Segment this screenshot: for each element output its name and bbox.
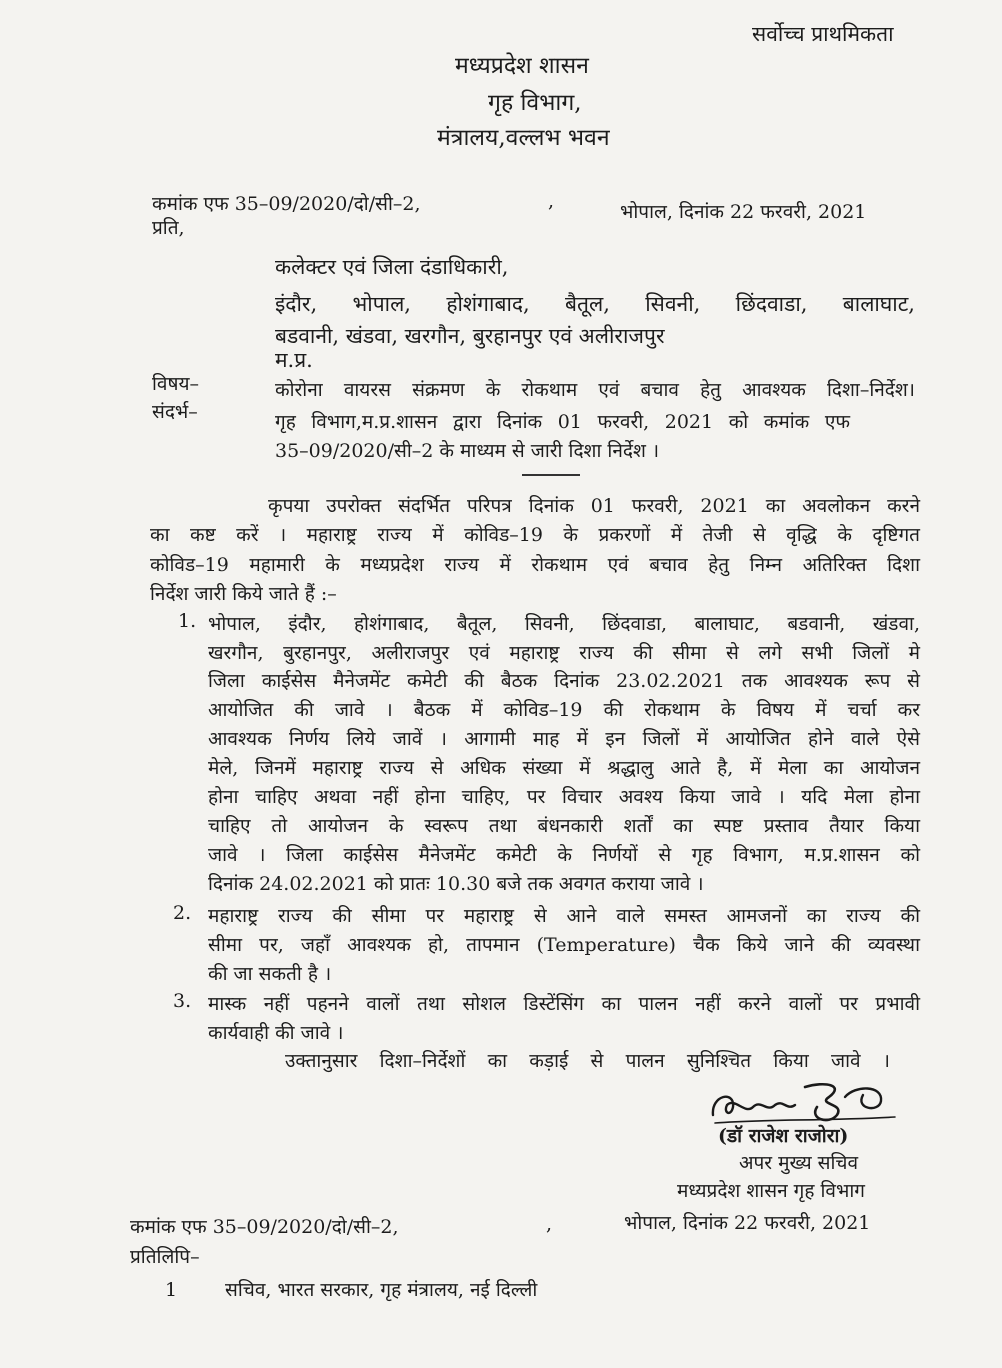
header-department: गृह विभाग, xyxy=(488,90,582,116)
closing-line: उक्तानुसार दिशा–निर्देशों का कड़ाई से पालन सुनिश्चित किया जावे । xyxy=(285,1050,890,1072)
point-1-line: जावे । जिला काईसेस मैनेजमेंट कमेटी के निर्णयों से गृह विभाग, म.प्र.शासन को xyxy=(208,844,920,866)
ref-number: कमांक एफ 35–09/2020/दो/सी–2, xyxy=(152,193,421,215)
point-2-number: 2. xyxy=(173,902,192,924)
point-3-number: 3. xyxy=(173,990,192,1012)
header-ministry: मंत्रालय,वल्लभ भवन xyxy=(437,125,610,151)
point-1-line: भोपाल, इंदौर, होशंगाबाद, बैतूल, सिवनी, छिंदवाडा, बालाघाट, बडवानी, खंडवा, xyxy=(208,613,920,635)
point-3-line: कार्यवाही की जावे । xyxy=(208,1022,344,1044)
intro-line3: कोविड–19 महामारी के मध्यप्रदेश राज्य में रोकथाम एवं बचाव हेतु निम्न अतिरिक्त दिशा xyxy=(150,554,920,576)
copy-label: प्रतिलिपि– xyxy=(130,1246,200,1268)
point-1-line: खरगौन, बुरहानपुर, अलीराजपुर एवं महाराष्ट्र राज्य की सीमा से लगे सभी जिलों मे xyxy=(208,642,920,664)
reference-label: संदर्भ– xyxy=(152,401,198,423)
intro-line2: का कष्ट करें । महाराष्ट्र राज्य में कोविड–19 के प्रकरणों में तेजी से वृद्धि के दृष्टिगत xyxy=(150,524,920,546)
to-label: प्रति, xyxy=(152,217,185,239)
subject-label: विषय– xyxy=(152,373,199,395)
reference-line2: 35–09/2020/सी–2 के माध्यम से जारी दिशा निर्देश । xyxy=(275,440,660,462)
footer-ref-number: कमांक एफ 35–09/2020/दो/सी–2, xyxy=(130,1216,399,1238)
copy-1-number: 1 xyxy=(165,1279,178,1301)
reference-line1: गृह विभाग,म.प्र.शासन द्वारा दिनांक 01 फरवरी, 2021 को कमांक एफ xyxy=(275,411,850,433)
signatory-designation: अपर मुख्य सचिव xyxy=(739,1152,859,1174)
point-2-line: सीमा पर, जहाँ आवश्यक हो, तापमान (Temperature) चैक किये जाने की व्यवस्था xyxy=(208,934,920,956)
footer-ref-comma: , xyxy=(546,1213,553,1235)
addressee-line2: इंदौर, भोपाल, होशंगाबाद, बैतूल, सिवनी, छिंदवाडा, बालाघाट, xyxy=(275,292,915,316)
point-2-line: महाराष्ट्र राज्य की सीमा पर महाराष्ट्र से आने वाले समस्त आमजनों का राज्य की xyxy=(208,905,920,927)
priority-label: सर्वोच्च प्राथमिकता xyxy=(752,22,894,46)
ref-comma: , xyxy=(548,190,555,212)
intro-line4: निर्देश जारी किये जाते हैं :– xyxy=(150,583,337,605)
divider-rule xyxy=(522,474,580,476)
addressee-line1: कलेक्टर एवं जिला दंडाधिकारी, xyxy=(275,255,509,279)
header-government: मध्यप्रदेश शासन xyxy=(455,53,589,79)
intro-line1: कृपया उपरोक्त संदर्भित परिपत्र दिनांक 01 फरवरी, 2021 का अवलोकन करने xyxy=(268,495,920,517)
point-1-line: मेले, जिनमें महाराष्ट्र राज्य से अधिक संख्या में श्रद्धालु आते है, में मेला का आयोजन xyxy=(208,757,920,779)
point-1-line: होना चाहिए अथवा नहीं होना चाहिए, पर विचार अवश्य किया जावे । यदि मेला होना xyxy=(208,786,920,808)
point-1-line: दिनांक 24.02.2021 को प्रातः 10.30 बजे तक अवगत कराया जावे । xyxy=(208,873,704,895)
footer-place-date: भोपाल, दिनांक 22 फरवरी, 2021 xyxy=(624,1212,871,1234)
ref-place-date: भोपाल, दिनांक 22 फरवरी, 2021 xyxy=(620,201,867,223)
point-3-line: मास्क नहीं पहनने वालों तथा सोशल डिस्टेंसिंग का पालन नहीं करने वालों पर प्रभावी xyxy=(208,993,920,1015)
point-1-line: जिला काईसेस मैनेजमेंट कमेटी की बैठक दिनांक 23.02.2021 तक आवश्यक रूप से xyxy=(208,670,920,692)
addressee-line3: बडवानी, खंडवा, खरगौन, बुरहानपुर एवं अलीराजपुर xyxy=(275,324,665,348)
point-1-line: चाहिए तो आयोजन के स्वरूप तथा बंधनकारी शर्तों का स्पष्ट प्रस्ताव तैयार किया xyxy=(208,815,920,837)
copy-1-text: सचिव, भारत सरकार, गृह मंत्रालय, नई दिल्ली xyxy=(225,1279,538,1301)
addressee-line4: म.प्र. xyxy=(275,348,313,372)
point-1-line: आयोजित की जावे । बैठक में कोविड–19 की रोकथाम के विषय में चर्चा कर xyxy=(208,699,920,721)
signatory-name: (डॉ राजेश राजोरा) xyxy=(718,1125,849,1147)
subject-text: कोरोना वायरस संक्रमण के रोकथाम एवं बचाव हेतु आवश्यक दिशा–निर्देश। xyxy=(275,379,915,401)
point-1-number: 1. xyxy=(178,610,197,632)
point-1-line: आवश्यक निर्णय लिये जावें । आगामी माह में इन जिलों में आयोजित होने वाले ऐसे xyxy=(208,728,920,750)
signatory-department: मध्यप्रदेश शासन गृह विभाग xyxy=(677,1180,865,1202)
point-2-line: की जा सकती है । xyxy=(208,963,332,985)
